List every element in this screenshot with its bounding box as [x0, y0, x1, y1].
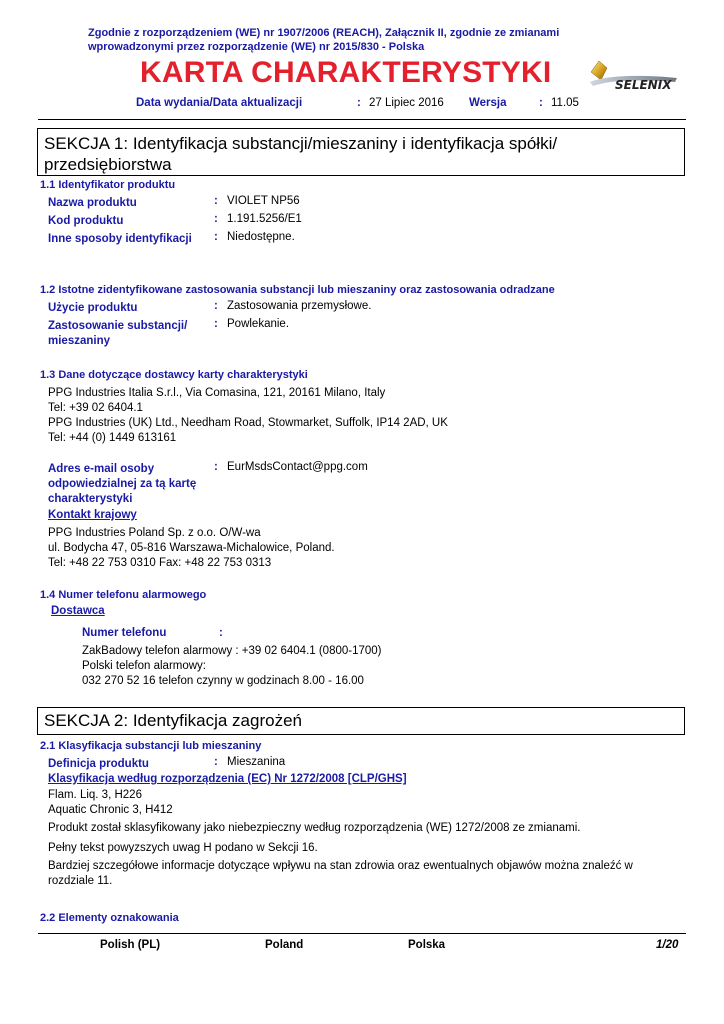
date-colon: : [357, 97, 361, 109]
health-info-line-1: Bardziej szczegółowe informacje dotyczące wpływu na stan zdrowia oraz ewentualnych objawów można znaleźć w [48, 860, 633, 872]
product-definition-label: Definicja produktu [48, 758, 149, 770]
email-label-line-1: Adres e-mail osoby [48, 463, 155, 475]
header-divider [38, 119, 686, 120]
product-code-label: Kod produktu [48, 215, 124, 227]
supplier-link[interactable]: Dostawca [51, 605, 105, 617]
product-definition-value: Mieszanina [227, 756, 286, 768]
supplier-address-block [48, 386, 448, 446]
phone-line: 032 270 52 16 telefon czynny w godzinach 8.00 - 16.00 [82, 675, 364, 687]
application-label-line-1: Zastosowanie substancji/ [48, 320, 188, 332]
application-colon: : [214, 318, 218, 330]
national-contact-line: ul. Bodycha 47, 05-816 Warszawa-Michalowice, Poland. [48, 542, 335, 554]
email-label-line-3: charakterystyki [48, 493, 133, 505]
product-definition-colon: : [214, 756, 218, 768]
clp-classification-item: Aquatic Chronic 3, H412 [48, 804, 173, 816]
section-2-header [37, 707, 685, 735]
product-name-colon: : [214, 195, 218, 207]
date-value: 27 Lipiec 2016 [369, 97, 444, 109]
selenix-logo [585, 58, 680, 98]
clp-classification-list [48, 788, 173, 818]
phone-colon: : [219, 627, 223, 639]
subsection-1-2-heading: 1.2 Istotne zidentyfikowane zastosowania substancji lub mieszaniny oraz zastosowania odradzane [40, 284, 555, 296]
phone-label: Numer telefonu [82, 627, 167, 639]
supplier-line: PPG Industries Italia S.r.l., Via Comasina, 121, 20161 Milano, Italy [48, 387, 386, 399]
version-value: 11.05 [551, 97, 579, 109]
subsection-1-4-heading: 1.4 Numer telefonu alarmowego [40, 589, 207, 601]
subsection-2-1-heading: 2.1 Klasyfikacja substancji lub mieszaniny [40, 740, 262, 752]
email-colon: : [214, 461, 218, 473]
email-value[interactable]: EurMsdsContact@ppg.com [227, 461, 368, 473]
product-use-colon: : [214, 300, 218, 312]
supplier-line: Tel: +44 (0) 1449 613161 [48, 432, 177, 444]
product-code-value: 1.191.5256/E1 [227, 213, 302, 225]
section-2-title: SEKCJA 2: Identyfikacja zagrożeń [44, 711, 302, 730]
section-1-header [37, 128, 685, 176]
section-1-title-line-2: przedsiębiorstwa [44, 155, 172, 174]
product-name-value: VIOLET NP56 [227, 195, 300, 207]
regulation-line-2: wprowadzonymi przez rozporządzenie (WE) nr 2015/830 - Polska [88, 41, 425, 53]
version-colon: : [539, 97, 543, 109]
other-id-label: Inne sposoby identyfikacji [48, 233, 192, 245]
product-code-colon: : [214, 213, 218, 225]
product-use-label: Użycie produktu [48, 302, 138, 314]
national-contact-block [48, 526, 335, 571]
other-id-colon: : [214, 231, 218, 243]
classification-paragraph: Produkt został sklasyfikowany jako niebezpieczny według rozporządzenia (WE) 1272/2008 ze zmianami. [48, 822, 581, 834]
subsection-2-2-heading: 2.2 Elementy oznakowania [40, 912, 179, 924]
document-title: KARTA CHARAKTERYSTYKI [140, 56, 552, 89]
supplier-line: PPG Industries (UK) Ltd., Needham Road, Stowmarket, Suffolk, IP14 2AD, UK [48, 417, 448, 429]
health-info-line-2: rozdziale 11. [48, 875, 113, 887]
date-label: Data wydania/Data aktualizacji [136, 97, 303, 109]
email-label-line-2: odpowiedzialnej za tą kartę [48, 478, 197, 490]
phone-line: Polski telefon alarmowy: [82, 660, 206, 672]
subsection-1-1-heading: 1.1 Identyfikator produktu [40, 179, 176, 191]
clp-classification-item: Flam. Liq. 3, H226 [48, 789, 142, 801]
footer-page-number: 1/20 [656, 939, 679, 951]
product-use-value: Zastosowania przemysłowe. [227, 300, 372, 312]
regulation-line-1: Zgodnie z rozporządzeniem (WE) nr 1907/2006 (REACH), Załącznik II, zgodnie ze zmianami [88, 27, 560, 39]
phone-block [82, 644, 382, 689]
application-label-line-2: mieszaniny [48, 335, 110, 347]
national-contact-line: Tel: +48 22 753 0310 Fax: +48 22 753 0313 [48, 557, 272, 569]
footer-country: Poland [265, 939, 304, 951]
footer-language: Polish (PL) [100, 939, 161, 951]
h-statements-note: Pełny tekst powyzszych uwag H podano w Sekcji 16. [48, 842, 318, 854]
subsection-1-3-heading: 1.3 Dane dotyczące dostawcy karty charakterystyki [40, 369, 308, 381]
supplier-line: Tel: +39 02 6404.1 [48, 402, 143, 414]
application-value: Powlekanie. [227, 318, 290, 330]
section-1-title-line-1: SEKCJA 1: Identyfikacja substancji/mieszaniny i identyfikacja spółki/ [44, 134, 558, 153]
national-contact-link[interactable]: Kontakt krajowy [48, 509, 137, 521]
other-id-value: Niedostępne. [227, 231, 295, 243]
phone-line: ZakBadowy telefon alarmowy : +39 02 6404.1 (0800-1700) [82, 645, 382, 657]
health-info-paragraph [48, 859, 633, 889]
footer-divider [38, 933, 686, 934]
clp-classification-link[interactable]: Klasyfikacja według rozporządzenia (EC) Nr 1272/2008 [CLP/GHS] [48, 773, 407, 785]
version-label: Wersja [469, 97, 507, 109]
product-name-label: Nazwa produktu [48, 197, 137, 209]
national-contact-line: PPG Industries Poland Sp. z o.o. O/W-wa [48, 527, 261, 539]
footer-country-local: Polska [408, 939, 446, 951]
logo-text: SELENIX [615, 78, 672, 92]
